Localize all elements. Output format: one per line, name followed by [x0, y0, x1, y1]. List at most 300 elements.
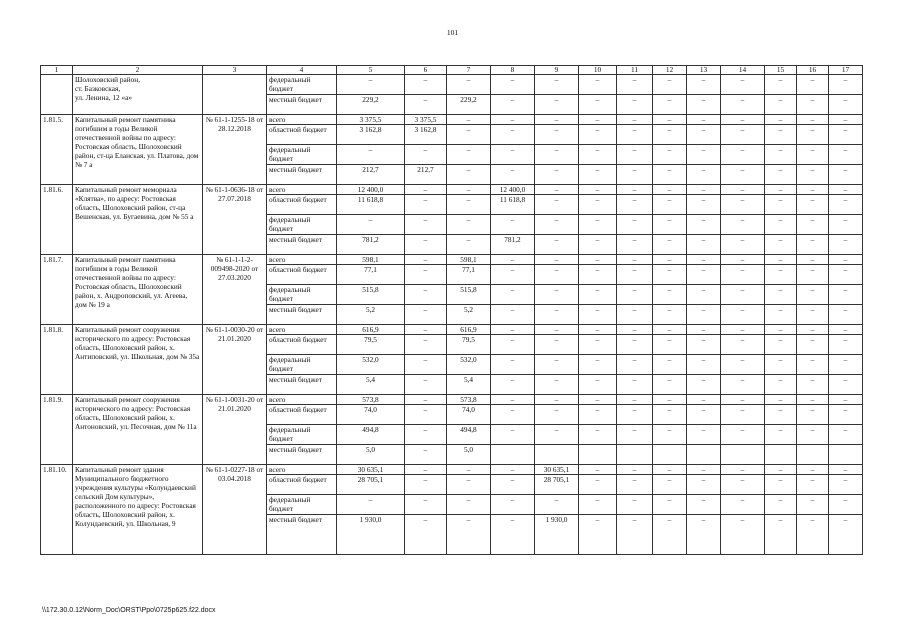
amount-cell: –	[797, 215, 829, 235]
amount-cell: –	[617, 305, 653, 325]
amount-cell: 12 400,0	[337, 185, 405, 195]
funding-source: местный бюджет	[267, 305, 337, 325]
amount-cell: –	[653, 335, 687, 355]
amount-cell: –	[829, 305, 863, 325]
amount-cell: –	[687, 515, 721, 555]
amount-cell: 5,0	[337, 445, 405, 465]
amount-cell: –	[535, 495, 579, 515]
amount-cell	[797, 445, 829, 465]
amount-cell: –	[405, 285, 447, 305]
amount-cell	[653, 445, 687, 465]
amount-cell: –	[579, 215, 617, 235]
amount-cell: –	[721, 425, 765, 445]
table-row	[41, 75, 863, 95]
funding-source: федеральный бюджет	[267, 75, 337, 95]
item-number: 1.81.7.	[41, 255, 73, 325]
amount-cell: –	[617, 325, 653, 335]
funding-source: федеральный бюджет	[267, 215, 337, 235]
table-row	[41, 325, 863, 335]
amount-cell: –	[797, 425, 829, 445]
amount-cell: –	[765, 95, 797, 115]
amount-cell: –	[765, 305, 797, 325]
funding-source: областной бюджет	[267, 475, 337, 495]
amount-cell: –	[447, 75, 491, 95]
amount-cell: –	[405, 195, 447, 215]
amount-cell: 3 375,5	[337, 115, 405, 125]
amount-cell: –	[617, 215, 653, 235]
amount-cell: –	[617, 115, 653, 125]
amount-cell: –	[829, 355, 863, 375]
amount-cell: –	[491, 355, 535, 375]
amount-cell: –	[687, 95, 721, 115]
column-header: 5	[337, 66, 405, 75]
amount-cell: –	[447, 495, 491, 515]
amount-cell: –	[447, 125, 491, 145]
amount-cell: –	[687, 375, 721, 395]
amount-cell: –	[535, 395, 579, 405]
amount-cell: –	[765, 465, 797, 475]
amount-cell: –	[491, 395, 535, 405]
amount-cell: –	[797, 265, 829, 285]
amount-cell: –	[617, 375, 653, 395]
funding-source: всего	[267, 255, 337, 265]
amount-cell: –	[797, 465, 829, 475]
amount-cell: –	[579, 115, 617, 125]
amount-cell: 28 705,1	[535, 475, 579, 495]
funding-source: федеральный бюджет	[267, 495, 337, 515]
funding-source: местный бюджет	[267, 95, 337, 115]
object-name: Капитальный ремонт памятника погибшим в годы Великой отечественной войны по адресу: Ростовская область, Шолоховский район, х. Андроповский, ул. Агеева, дом № 19 а	[73, 255, 203, 325]
amount-cell: 11 618,8	[491, 195, 535, 215]
amount-cell: –	[721, 325, 765, 335]
amount-cell: 5,4	[337, 375, 405, 395]
funding-source: федеральный бюджет	[267, 285, 337, 305]
amount-cell: –	[687, 465, 721, 475]
amount-cell: –	[797, 355, 829, 375]
amount-cell: 515,8	[447, 285, 491, 305]
amount-cell: –	[491, 325, 535, 335]
amount-cell: –	[687, 195, 721, 215]
amount-cell: –	[617, 405, 653, 425]
amount-cell: 573,8	[447, 395, 491, 405]
amount-cell: –	[653, 375, 687, 395]
amount-cell: –	[579, 195, 617, 215]
amount-cell: 3 162,8	[405, 125, 447, 145]
amount-cell: –	[447, 465, 491, 475]
amount-cell: –	[765, 515, 797, 555]
amount-cell: –	[721, 335, 765, 355]
expertise-conclusion: № 61-1-0030-20 от 21.01.2020	[203, 325, 267, 395]
amount-cell: 11 618,8	[337, 195, 405, 215]
amount-cell: 30 635,1	[535, 465, 579, 475]
amount-cell: –	[687, 185, 721, 195]
amount-cell: –	[765, 185, 797, 195]
amount-cell: –	[829, 215, 863, 235]
amount-cell: 212,7	[337, 165, 405, 185]
amount-cell: –	[617, 75, 653, 95]
amount-cell: 229,2	[337, 95, 405, 115]
amount-cell: –	[721, 515, 765, 555]
amount-cell: –	[535, 75, 579, 95]
amount-cell: 1 930,0	[337, 515, 405, 555]
amount-cell: –	[721, 475, 765, 495]
amount-cell: –	[405, 515, 447, 555]
amount-cell: –	[491, 425, 535, 445]
amount-cell: –	[829, 515, 863, 555]
amount-cell: –	[447, 215, 491, 235]
amount-cell: –	[829, 235, 863, 255]
object-name: Капитальный ремонт здания Муниципального бюджетного учреждения культуры «Колундаевский сельский Дом культуры», расположенного по адресу: Ростовская область, Шолоховский район, х. Колундаевский, ул. Школьная, 9	[73, 465, 203, 555]
amount-cell: 598,1	[337, 255, 405, 265]
amount-cell: –	[721, 255, 765, 265]
amount-cell: –	[491, 75, 535, 95]
funding-source: местный бюджет	[267, 165, 337, 185]
amount-cell	[765, 445, 797, 465]
amount-cell: –	[405, 465, 447, 475]
amount-cell: –	[405, 235, 447, 255]
amount-cell	[491, 445, 535, 465]
amount-cell: –	[491, 285, 535, 305]
funding-source: всего	[267, 185, 337, 195]
amount-cell: –	[617, 495, 653, 515]
funding-source: областной бюджет	[267, 265, 337, 285]
amount-cell: –	[617, 335, 653, 355]
amount-cell: –	[653, 395, 687, 405]
amount-cell: –	[829, 495, 863, 515]
amount-cell	[829, 445, 863, 465]
amount-cell: –	[491, 515, 535, 555]
amount-cell: –	[797, 235, 829, 255]
column-header: 4	[267, 66, 337, 75]
amount-cell: –	[829, 405, 863, 425]
amount-cell: –	[491, 125, 535, 145]
amount-cell: –	[653, 255, 687, 265]
amount-cell: –	[405, 495, 447, 515]
amount-cell: –	[765, 265, 797, 285]
expertise-conclusion: № 61-1-0031-20 от 21.01.2020	[203, 395, 267, 465]
amount-cell: 3 375,5	[405, 115, 447, 125]
item-number: 1.81.10.	[41, 465, 73, 555]
amount-cell: –	[797, 255, 829, 265]
amount-cell: –	[579, 325, 617, 335]
amount-cell: 781,2	[337, 235, 405, 255]
column-header: 14	[721, 66, 765, 75]
amount-cell: –	[617, 235, 653, 255]
amount-cell: –	[653, 265, 687, 285]
amount-cell: –	[687, 335, 721, 355]
table-row	[41, 395, 863, 405]
amount-cell: –	[579, 405, 617, 425]
amount-cell: 229,2	[447, 95, 491, 115]
amount-cell: –	[653, 285, 687, 305]
amount-cell: –	[535, 325, 579, 335]
amount-cell: –	[617, 145, 653, 165]
amount-cell: –	[653, 515, 687, 555]
amount-cell: 515,8	[337, 285, 405, 305]
page-number: 101	[446, 28, 459, 37]
amount-cell: –	[653, 235, 687, 255]
object-name: Капитальный ремонт сооружения исторического по адресу: Ростовская область, Шолоховский район, х. Антоновский, ул. Песочная, дом № 11а	[73, 395, 203, 465]
amount-cell: –	[535, 375, 579, 395]
amount-cell: –	[447, 115, 491, 125]
amount-cell: –	[617, 255, 653, 265]
amount-cell: –	[721, 95, 765, 115]
amount-cell: –	[653, 195, 687, 215]
amount-cell: –	[765, 335, 797, 355]
amount-cell: –	[765, 125, 797, 145]
amount-cell: –	[405, 355, 447, 375]
amount-cell: –	[687, 265, 721, 285]
funding-source: местный бюджет	[267, 235, 337, 255]
amount-cell: 74,0	[337, 405, 405, 425]
amount-cell: –	[829, 75, 863, 95]
expertise-conclusion: № 61-1-1-2-009498-2020 от 27.03.2020	[203, 255, 267, 325]
budget-table	[40, 65, 863, 555]
amount-cell: –	[829, 425, 863, 445]
amount-cell: –	[687, 235, 721, 255]
amount-cell: –	[405, 375, 447, 395]
amount-cell: –	[491, 145, 535, 165]
amount-cell: –	[721, 75, 765, 95]
amount-cell: –	[829, 185, 863, 195]
amount-cell: –	[579, 185, 617, 195]
amount-cell: 77,1	[447, 265, 491, 285]
item-number: 1.81.9.	[41, 395, 73, 465]
amount-cell: –	[535, 405, 579, 425]
amount-cell: –	[617, 515, 653, 555]
amount-cell: –	[829, 125, 863, 145]
amount-cell: –	[721, 115, 765, 125]
funding-source: всего	[267, 115, 337, 125]
column-header: 10	[579, 66, 617, 75]
amount-cell: –	[797, 335, 829, 355]
amount-cell: –	[405, 185, 447, 195]
amount-cell: –	[579, 305, 617, 325]
amount-cell: –	[405, 405, 447, 425]
amount-cell: –	[535, 235, 579, 255]
amount-cell: 532,0	[447, 355, 491, 375]
amount-cell: –	[579, 375, 617, 395]
amount-cell: –	[721, 465, 765, 475]
amount-cell: –	[687, 325, 721, 335]
amount-cell: –	[829, 335, 863, 355]
amount-cell: –	[829, 375, 863, 395]
amount-cell: –	[765, 325, 797, 335]
amount-cell: –	[337, 145, 405, 165]
amount-cell: –	[579, 145, 617, 165]
amount-cell: –	[617, 165, 653, 185]
amount-cell: –	[829, 475, 863, 495]
amount-cell: –	[765, 375, 797, 395]
amount-cell: –	[653, 165, 687, 185]
amount-cell: –	[653, 95, 687, 115]
amount-cell: –	[447, 475, 491, 495]
object-name: Капитальный ремонт мемориала «Клятва», по адресу: Ростовская область, Шолоховский район, ст-ца Вешенская, ул. Бугаевина, дом № 55 а	[73, 185, 203, 255]
funding-source: всего	[267, 325, 337, 335]
amount-cell: 616,9	[447, 325, 491, 335]
amount-cell: –	[617, 95, 653, 115]
funding-source: областной бюджет	[267, 405, 337, 425]
table-row	[41, 465, 863, 475]
amount-cell: –	[579, 515, 617, 555]
amount-cell: –	[653, 475, 687, 495]
amount-cell: –	[535, 425, 579, 445]
amount-cell: –	[765, 255, 797, 265]
amount-cell: –	[535, 125, 579, 145]
amount-cell: 79,5	[447, 335, 491, 355]
expertise-conclusion: № 61-1-1255-18 от 28.12.2018	[203, 115, 267, 185]
amount-cell: –	[405, 75, 447, 95]
amount-cell: –	[579, 285, 617, 305]
amount-cell: –	[579, 395, 617, 405]
amount-cell: 79,5	[337, 335, 405, 355]
amount-cell: –	[687, 115, 721, 125]
amount-cell: –	[765, 165, 797, 185]
amount-cell: –	[765, 405, 797, 425]
amount-cell: –	[687, 215, 721, 235]
amount-cell: –	[617, 475, 653, 495]
amount-cell: –	[405, 445, 447, 465]
amount-cell: –	[405, 95, 447, 115]
amount-cell: –	[535, 115, 579, 125]
amount-cell: –	[797, 405, 829, 425]
amount-cell: –	[535, 355, 579, 375]
amount-cell: 3 162,8	[337, 125, 405, 145]
amount-cell: –	[653, 115, 687, 125]
amount-cell: –	[535, 215, 579, 235]
amount-cell: –	[687, 395, 721, 405]
amount-cell: –	[687, 165, 721, 185]
amount-cell: –	[579, 255, 617, 265]
funding-source: областной бюджет	[267, 125, 337, 145]
amount-cell: –	[653, 145, 687, 165]
amount-cell: –	[829, 195, 863, 215]
amount-cell: –	[405, 145, 447, 165]
expertise-conclusion	[203, 75, 267, 115]
amount-cell: –	[797, 195, 829, 215]
amount-cell: –	[829, 325, 863, 335]
amount-cell: 5,4	[447, 375, 491, 395]
amount-cell: –	[491, 255, 535, 265]
amount-cell: –	[687, 405, 721, 425]
amount-cell: –	[491, 265, 535, 285]
amount-cell: –	[797, 165, 829, 185]
amount-cell: –	[721, 125, 765, 145]
amount-cell: 573,8	[337, 395, 405, 405]
amount-cell: –	[653, 215, 687, 235]
column-header: 9	[535, 66, 579, 75]
amount-cell: –	[491, 335, 535, 355]
amount-cell: 781,2	[491, 235, 535, 255]
amount-cell: –	[765, 285, 797, 305]
amount-cell: –	[405, 325, 447, 335]
amount-cell: –	[687, 75, 721, 95]
amount-cell: –	[721, 395, 765, 405]
amount-cell: –	[617, 395, 653, 405]
amount-cell: –	[447, 185, 491, 195]
amount-cell: –	[535, 185, 579, 195]
amount-cell: –	[797, 395, 829, 405]
expertise-conclusion: № 61-1-0636-18 от 27.07.2018	[203, 185, 267, 255]
amount-cell: 5,0	[447, 445, 491, 465]
amount-cell: –	[687, 285, 721, 305]
amount-cell: –	[797, 125, 829, 145]
amount-cell: –	[579, 355, 617, 375]
funding-source: федеральный бюджет	[267, 425, 337, 445]
amount-cell: –	[687, 475, 721, 495]
amount-cell: 5,2	[447, 305, 491, 325]
amount-cell: 212,7	[405, 165, 447, 185]
amount-cell: –	[797, 475, 829, 495]
amount-cell: –	[491, 475, 535, 495]
amount-cell: –	[405, 265, 447, 285]
amount-cell: –	[337, 215, 405, 235]
amount-cell: –	[829, 255, 863, 265]
amount-cell: –	[829, 95, 863, 115]
funding-source: федеральный бюджет	[267, 355, 337, 375]
amount-cell: –	[535, 335, 579, 355]
amount-cell: –	[617, 425, 653, 445]
amount-cell: –	[579, 125, 617, 145]
amount-cell: –	[579, 235, 617, 255]
amount-cell: –	[721, 265, 765, 285]
object-name: Шолоховский район, ст. Базковская, ул. Ленина, 12 «а»	[73, 75, 203, 115]
amount-cell: –	[653, 325, 687, 335]
amount-cell: –	[721, 185, 765, 195]
funding-source: федеральный бюджет	[267, 145, 337, 165]
amount-cell: 532,0	[337, 355, 405, 375]
amount-cell: –	[653, 75, 687, 95]
amount-cell: –	[579, 75, 617, 95]
amount-cell: –	[617, 125, 653, 145]
amount-cell: –	[617, 265, 653, 285]
amount-cell: –	[797, 95, 829, 115]
amount-cell: –	[447, 195, 491, 215]
object-name: Капитальный ремонт сооружения исторического по адресу: Ростовская область, Шолоховский район, х. Антиповский, ул. Школьная, дом № 35а	[73, 325, 203, 395]
amount-cell: –	[491, 95, 535, 115]
funding-source: всего	[267, 395, 337, 405]
amount-cell: –	[721, 195, 765, 215]
amount-cell: –	[797, 495, 829, 515]
amount-cell: –	[535, 255, 579, 265]
item-number: 1.81.5.	[41, 115, 73, 185]
amount-cell: –	[447, 145, 491, 165]
amount-cell: –	[491, 375, 535, 395]
table-row	[41, 185, 863, 195]
amount-cell: –	[829, 265, 863, 285]
funding-source: областной бюджет	[267, 335, 337, 355]
amount-cell: –	[405, 305, 447, 325]
amount-cell: –	[721, 235, 765, 255]
amount-cell: –	[617, 285, 653, 305]
amount-cell: –	[491, 115, 535, 125]
amount-cell: –	[447, 235, 491, 255]
amount-cell: 5,2	[337, 305, 405, 325]
amount-cell: –	[653, 355, 687, 375]
amount-cell: –	[579, 335, 617, 355]
expertise-conclusion: № 61-1-0227-18 от 03.04.2018	[203, 465, 267, 555]
amount-cell: –	[535, 145, 579, 165]
amount-cell: –	[765, 395, 797, 405]
amount-cell: –	[491, 215, 535, 235]
amount-cell: –	[687, 425, 721, 445]
amount-cell: –	[721, 405, 765, 425]
amount-cell: –	[653, 185, 687, 195]
amount-cell: –	[617, 185, 653, 195]
column-header: 13	[687, 66, 721, 75]
amount-cell: –	[405, 425, 447, 445]
amount-cell: –	[579, 265, 617, 285]
